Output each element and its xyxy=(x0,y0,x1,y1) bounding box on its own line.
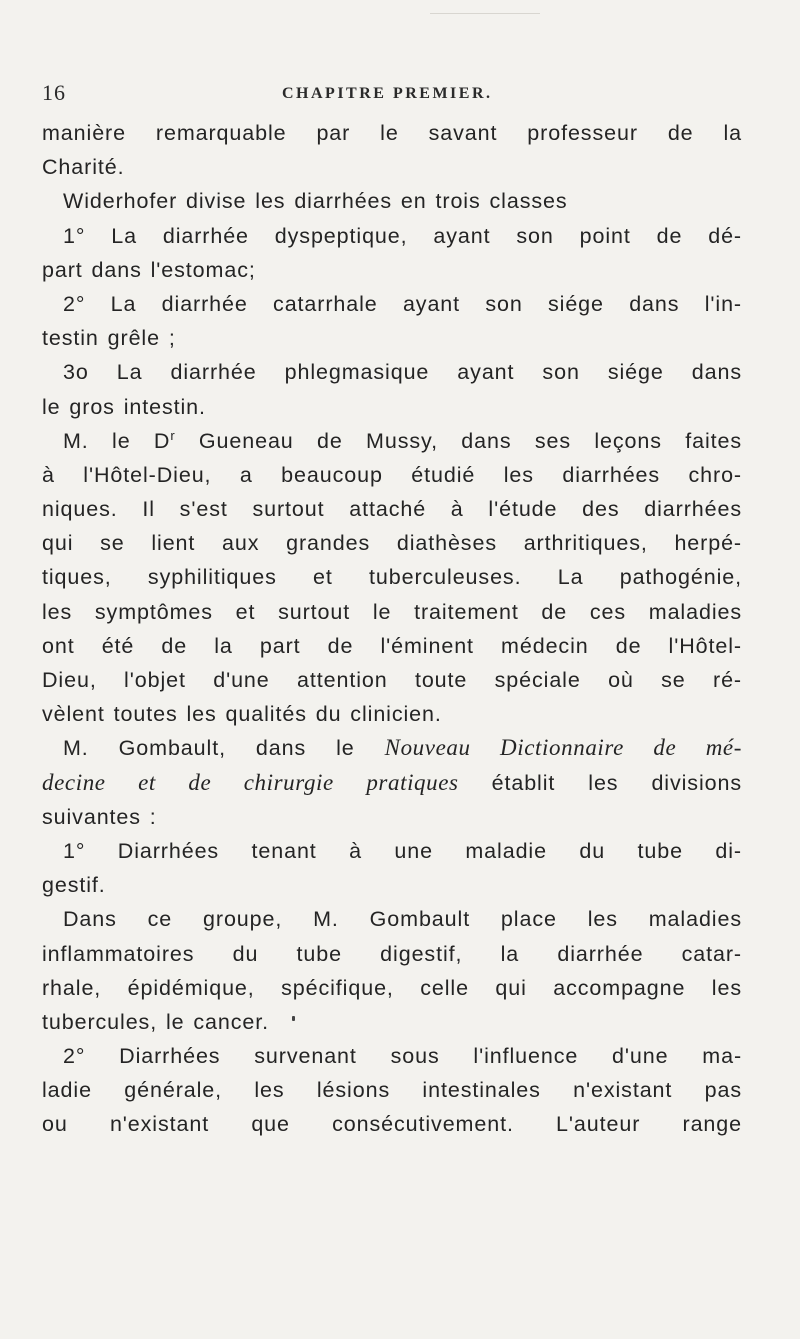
text-line: Charité. xyxy=(42,155,125,180)
body-text xyxy=(42,116,742,1142)
text-line: ont été de la part de l'éminent médecin de l'Hôtel- xyxy=(42,633,742,658)
text-line: niques. Il s'est surtout attaché à l'étude des diarrhées xyxy=(42,497,742,522)
list-item xyxy=(42,219,742,287)
text-line: 3o La diarrhée phlegmasique ayant son siége dans xyxy=(63,360,742,385)
text-line: Dieu, l'objet d'une attention toute spéciale où se ré- xyxy=(42,668,742,692)
text-line: le gros intestin. xyxy=(42,394,206,419)
text-line: ladie générale, les lésions intestinales n'existant pas xyxy=(42,1078,742,1103)
text-line: qui se lient aux grandes diathèses arthritiques, herpé- xyxy=(42,531,742,556)
book-title-italic: decine et de chirurgie pratiques xyxy=(42,769,459,795)
text-line: 1° La diarrhée dyspeptique, ayant son point de dé- xyxy=(63,223,742,248)
text-line: ou n'existant que consécutivement. L'auteur range xyxy=(42,1112,742,1137)
text-line: suivantes : xyxy=(42,804,157,829)
text-line: 1° Diarrhées tenant à une maladie du tube di- xyxy=(63,838,742,863)
text-line: 2° Diarrhées survenant sous l'influence d'une ma- xyxy=(63,1044,742,1069)
ink-speck xyxy=(292,1016,295,1021)
text-fragment: Gueneau de Mussy, dans ses leçons faites xyxy=(175,428,743,453)
page-number: 16 xyxy=(42,80,66,105)
text-line: 2° La diarrhée catarrhale ayant son siége dans l'in- xyxy=(63,291,742,316)
book-title-italic: Nouveau Dictionnaire de mé- xyxy=(384,735,742,761)
superscript: r xyxy=(170,427,176,443)
text-line: inflammatoires du tube digestif, la diarrhée catar- xyxy=(42,941,742,966)
paragraph xyxy=(42,731,742,834)
paragraph xyxy=(42,902,742,1039)
paragraph xyxy=(42,116,742,184)
text-line: vèlent toutes les qualités du clinicien. xyxy=(42,702,442,727)
text-line: gestif. xyxy=(42,873,106,898)
text-line: Widerhofer divise les diarrhées en trois classes xyxy=(63,189,568,214)
text-fragment: établit les divisions xyxy=(458,770,742,795)
text-line: part dans l'estomac; xyxy=(42,257,256,282)
text-line: Dans ce groupe, M. Gombault place les maladies xyxy=(63,907,742,932)
scan-edge-line xyxy=(430,13,540,14)
text-line xyxy=(42,766,742,800)
list-item xyxy=(42,1039,742,1142)
chapter-title: CHAPITRE PREMIER. xyxy=(282,85,493,102)
text-line: rhale, épidémique, spécifique, celle qui accompagne les xyxy=(42,975,742,1000)
list-item xyxy=(42,355,742,423)
text-line: manière remarquable par le savant professeur de la xyxy=(42,121,742,145)
list-item xyxy=(42,287,742,355)
paragraph xyxy=(42,424,742,732)
text-line xyxy=(42,731,742,765)
text-line xyxy=(42,424,742,458)
paragraph xyxy=(42,184,742,218)
text-line: à l'Hôtel-Dieu, a beaucoup étudié les diarrhées chro- xyxy=(42,462,742,487)
text-fragment: M. Gombault, dans le xyxy=(63,736,385,761)
text-line: les symptômes et surtout le traitement de ces maladies xyxy=(42,599,742,624)
text-line: tiques, syphilitiques et tuberculeuses. La pathogénie, xyxy=(42,565,742,590)
running-head xyxy=(42,80,742,110)
list-item xyxy=(42,834,742,902)
text-line: testin grêle ; xyxy=(42,326,176,351)
text-line: tubercules, le cancer. xyxy=(42,1009,269,1034)
text-fragment: M. le D xyxy=(63,428,171,453)
